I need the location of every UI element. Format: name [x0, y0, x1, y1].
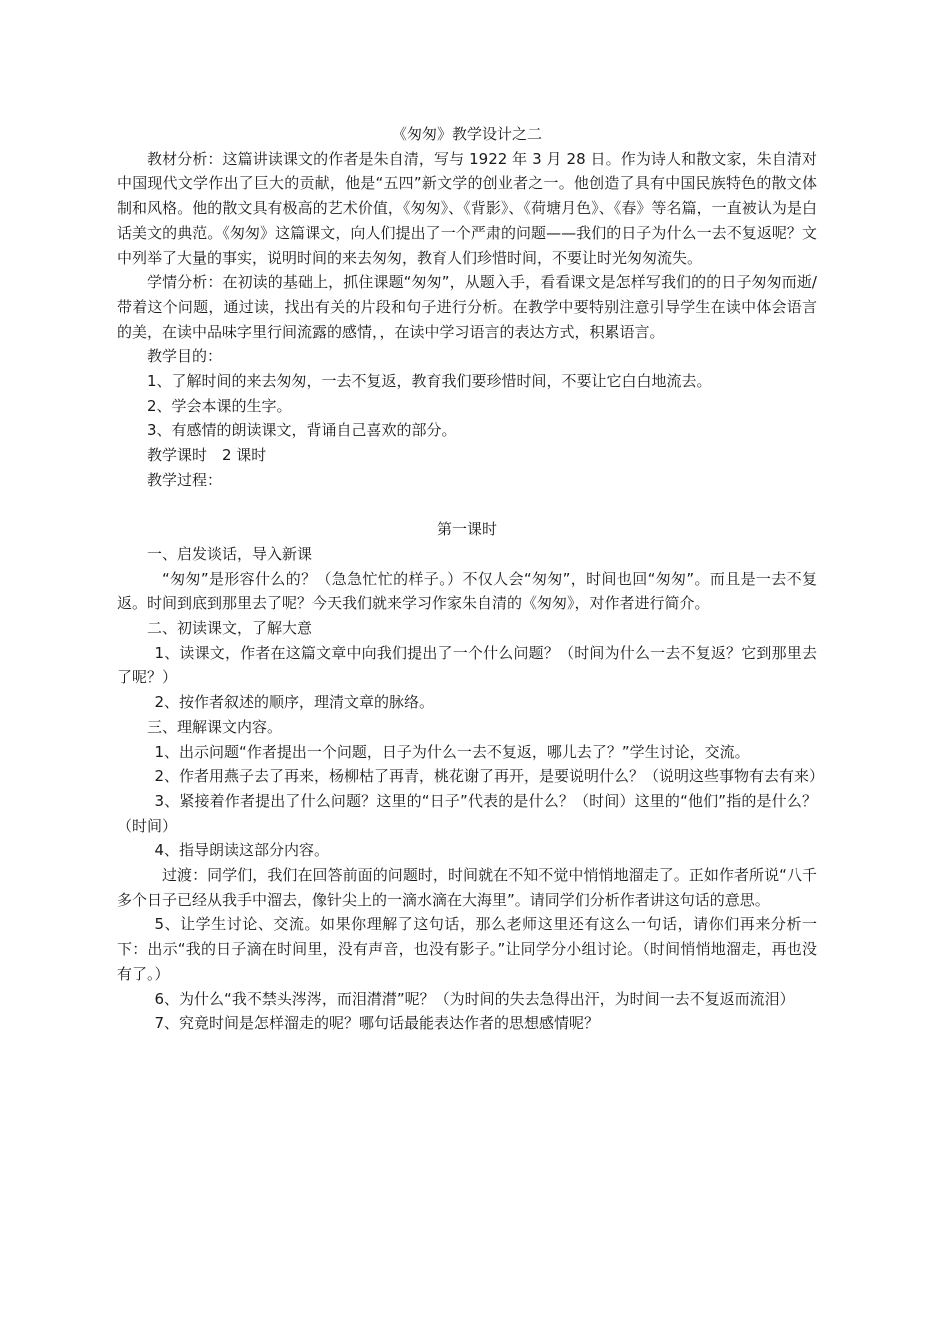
section-two-item: 2、按作者叙述的顺序，理清文章的脉络。 — [154, 693, 435, 712]
goal-item: 3、有感情的朗读课文，背诵自己喜欢的部分。 — [147, 421, 457, 440]
section-one-text: “匆匆”是形容什么的？（急急忙忙的样子。）不仅人会“匆匆”，时间也回“匆匆”。而且是一去不复返。时间到底到那里去了呢？今天我们就来学习作家朱自清的《匆匆》，对作者进行简介。 — [117, 569, 817, 613]
material-analysis-paragraph: 教材分析：这篇讲读课文的作者是朱自清，写与 1922 年 3 月 28 日。作为诗人和散文家，朱自清对中国现代文学作出了巨大的贡献，他是“五四”新文学的创业者之一。他创造了具有中国民族特色的散文体制和风格。他的散文具有极高的艺术价值，《匆匆》、《背影》、《荷塘月色》、《春》等名篇，一直被认为是白话美文的典范。《匆匆》这篇课文，向人们提出了一个严肃的问题——我们的日子为什么一去不复返呢？文中列举了大量的事实，说明时间的来去匆匆，教育人们珍惜时间，不要让时光匆匆流失。 — [117, 149, 817, 267]
teaching-hours: 教学课时 2 课时 — [147, 446, 267, 465]
transition-paragraph: 过渡：同学们，我们在回答前面的问题时，时间就在不知不觉中悄悄地溜走了。正如作者所说“八千多个日子已经从我手中溜去，像针尖上的一滴水滴在大海里”。请同学们分析作者讲这句话的意思。 — [117, 866, 817, 909]
section-three-item: 1、出示问题“作者提出一个问题，日子为什么一去不复返，哪儿去了？”学生讨论，交流。 — [154, 742, 750, 761]
section-three-item: 6、为什么“我不禁头涔涔，而泪潸潸”呢？（为时间的失去急得出汗，为时间一去不复返而流泪） — [154, 989, 795, 1008]
section-two-heading: 二、初读课文，了解大意 — [147, 619, 313, 638]
lesson-one-title: 第一课时 — [436, 520, 497, 539]
blank-line — [117, 493, 817, 518]
section-three-item: 2、作者用燕子去了再来，杨柳枯了再青，桃花谢了再开，是要说明什么？（说明这些事物有去有来） — [154, 767, 825, 786]
goal-item: 2、学会本课的生字。 — [147, 396, 292, 415]
process-heading: 教学过程： — [147, 470, 223, 489]
section-three-item: 7、究竟时间是怎样溜走的呢？哪句话最能表达作者的思想感情呢？ — [154, 1014, 600, 1033]
section-three-heading: 三、理解课文内容。 — [147, 717, 283, 736]
section-three-item: 4、指导朗读这部分内容。 — [154, 841, 330, 860]
goals-heading: 教学目的： — [147, 347, 223, 366]
section-three-item: 5、让学生讨论、交流。如果你理解了这句话，那么老师这里还有这么一句话，请你们再来分析一下：出示“我的日子滴在时间里，没有声音，也没有影子。”让同学分小组讨论。（时间悄悄地溜走，再也没有了。） — [117, 915, 817, 983]
document-title: 《匆匆》教学设计之二 — [391, 125, 542, 143]
student-analysis-paragraph: 学情分析：在初读的基础上，抓住课题“匆匆”，从题入手，看看课文是怎样写我们的的日子匆匆而逝/带着这个问题，通过读，找出有关的片段和句子进行分析。在教学中要特别注意引导学生在读中体会语言的美，在读中品味字里行间流露的感情，，在读中学习语言的表达方式，积累语言。 — [117, 273, 817, 341]
goal-item: 1、了解时间的来去匆匆，一去不复返，教育我们要珍惜时间，不要让它白白地流去。 — [147, 372, 712, 391]
section-two-item: 1、读课文，作者在这篇文章中向我们提出了一个什么问题？（时间为什么一去不复返？它到那里去了呢？） — [117, 643, 817, 687]
section-three-item: 3、紧接着作者提出了什么问题？这里的“日子”代表的是什么？（时间）这里的“他们”指的是什么？（时间） — [117, 791, 817, 835]
document-page — [117, 122, 825, 1036]
section-one-heading: 一、启发谈话，导入新课 — [147, 544, 313, 563]
